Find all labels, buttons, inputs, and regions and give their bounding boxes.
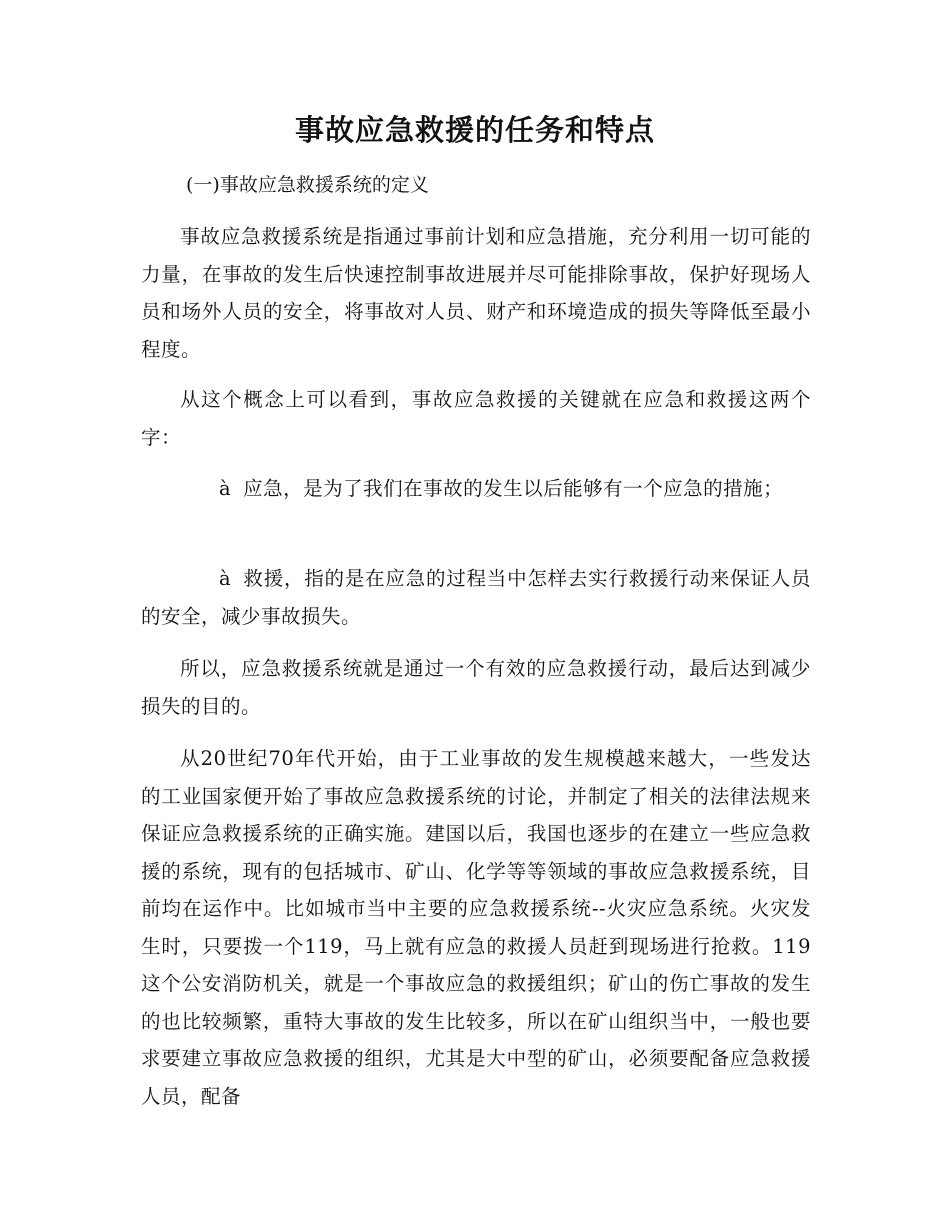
arrow-bullet-icon: à (219, 567, 232, 590)
bullet-item-emergency (141, 470, 811, 508)
bullet-text: 应急，是为了我们在事故的发生以后能够有一个应急的措施； (243, 477, 784, 500)
arrow-bullet-icon: à (219, 477, 232, 500)
summary-paragraph: 所以，应急救援系统就是通过一个有效的应急救援行动，最后达到减少损失的目的。 (141, 657, 811, 718)
document-title: 事故应急救援的任务和特点 (294, 113, 655, 147)
history-paragraph: 从20世纪70年代开始，由于工业事故的发生规模越来越大，一些发达的工业国家便开始了事故应急救援系统的讨论，并制定了相关的法律法规来保证应急救援系统的正确实施。建国以后，我国也逐步的在建立一些应急救援的系统，现有的包括城市、矿山、化学等等领域的事故应急救援系统，目前均在运作中。比如城市当中主要的应急救援系统--火灾应急系统。火灾发生时，只要拨一个119，马上就有应急的救援人员赶到现场进行抢救。119这个公安消防机关，就是一个事故应急的救援组织；矿山的伤亡事故的发生的也比较频繁，重特大事故的发生比较多，所以在矿山组织当中，一般也要求要建立事故应急救援的组织，尤其是大中型的矿山，必须要配备应急救援人员，配备 (141, 747, 811, 1108)
definition-paragraph: 事故应急救援系统是指通过事前计划和应急措施，充分利用一切可能的力量，在事故的发生后快速控制事故进展并尽可能排除事故，保护好现场人员和场外人员的安全，将事故对人员、财产和环境造成的损失等降低至最小程度。 (141, 225, 811, 361)
bullet-item-rescue (141, 560, 811, 635)
concept-paragraph: 从这个概念上可以看到，事故应急救援的关键就在应急和救援这两个字： (141, 388, 811, 449)
section-heading: (一)事故应急救援系统的定义 (186, 174, 429, 196)
bullet-text: 救援，指的是在应急的过程当中怎样去实行救援行动来保证人员的安全，减少事故损失。 (141, 567, 811, 628)
